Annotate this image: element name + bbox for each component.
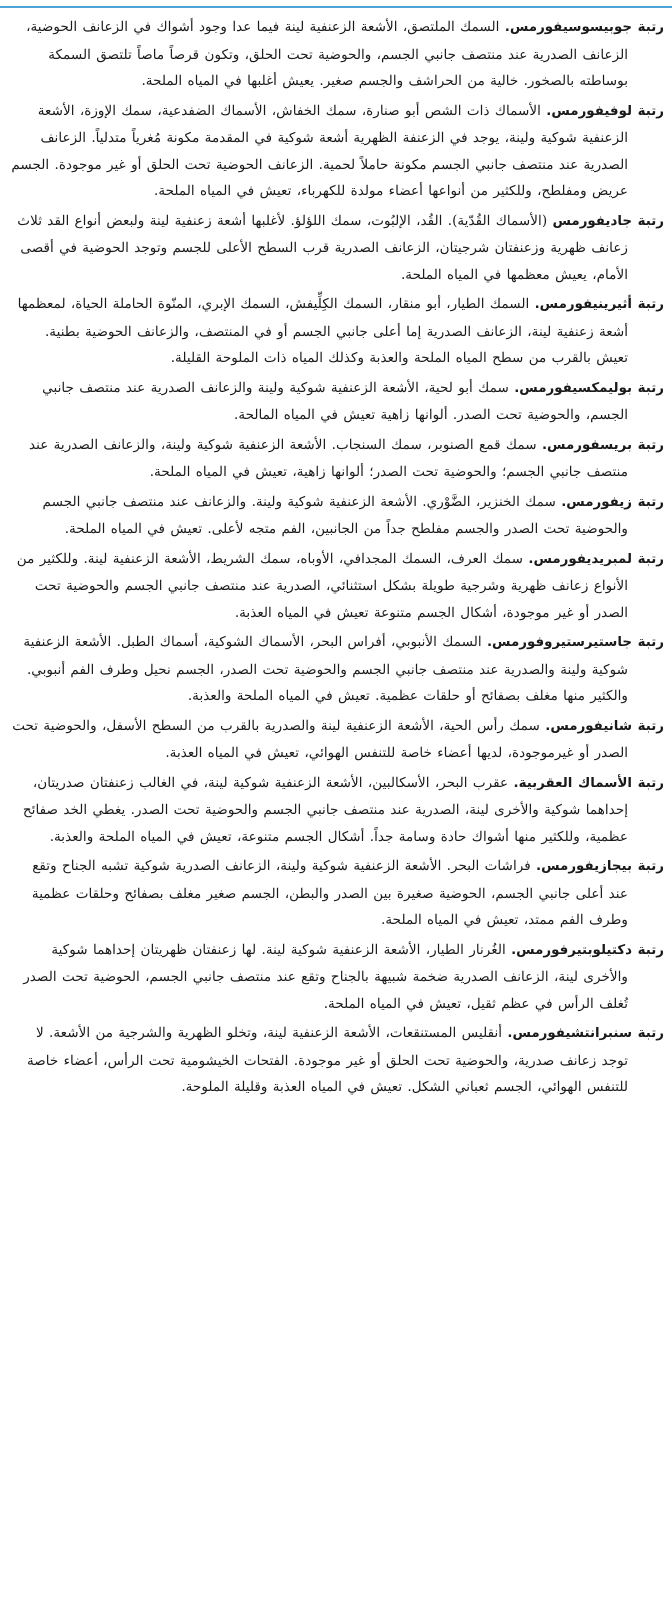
entry-heading: رتبة بريسفورمس. (541, 437, 664, 453)
entry-dactylopteriformes (8, 937, 664, 1018)
entry-body: أنقليس المستنقعات، الأشعة الزعنفية لينة، وتخلو الظهرية والشرجية من الأشعة. لا توجد زعانف صدرية، والحوضية تحت الحلق أو غير موجودة. الفتحات الخيشومية تحت الرأس، أعضاء خاصة للتنفس الهوائي، الجسم ثعباني الشكل. تعيش في المياه العذبة وقليلة الملوحة. (26, 1025, 628, 1095)
entry-body: سمك رأس الحية، الأشعة الزعنفية لينة والصدرية بالقرب من السطح الأسفل، والحوضية تحت الصدر أو غيرموجودة، لديها أعضاء خاصة للتنفس الهوائي، تعيش في المياه العذبة. (12, 717, 628, 761)
entry-zeiformes (8, 489, 664, 543)
entry-body: الغُرنار الطيار، الأشعة الزعنفية شوكية لينة. لها زعنفتان ظهريتان إحداهما شوكية والأخرى لينة، الزعانف الصدرية ضخمة شبيهة بالجناح وتقع عند منتصف جانبي الجسم، الحوضية تحت الصدر تُغلف الرأس في عظم ثقيل، تعيش في المياه الملحة. (23, 941, 628, 1012)
entry-body: سمك العرف، السمك المجدافي، الأوباه، سمك الشريط، الأشعة الزعنفية لينة. وللكثير من الأنواع زعانف ظهرية وشرجية طويلة بشكل استثنائي، الصدرية عند منتصف جانبي الجسم والحوضية تحت الصدر أو غير موجودة، أشكال الجسم متنوعة تعيش في المياه العذبة. (16, 550, 628, 621)
entry-body: فراشات البحر. الأشعة الزعنفية شوكية ولينة، الزعانف الصدرية شوكية تشبه الجناح وتقع عند أعلى جانبي الجسم، الحوضية صغيرة بين الصدر والبطن، الجسم صغير مغلف بصفائح وحلقات عظمية وطرف الفم ممتد، تعيش في المياه الملحة. (31, 858, 628, 928)
entry-gobiesociformes (8, 14, 664, 95)
entry-scorpaeniformes (8, 770, 664, 851)
entry-heading: رتبة زيفورمس. (561, 494, 664, 510)
entry-heading: رتبة دكتيلوبتيرفورمس. (511, 942, 664, 958)
entry-body: سمك أبو لحية، الأشعة الزعنفية شوكية ولينة والزعانف الصدرية عند منتصف جانبي الجسم، والحوضية تحت الصدر. ألوانها زاهية تعيش في المياه المالحة. (42, 379, 628, 423)
entry-heading: رتبة لمبريديفورمس. (528, 551, 664, 567)
entry-heading: رتبة جاديفورمس (552, 213, 664, 229)
entry-heading: رتبة جاستيرستيروفورمس. (486, 635, 664, 650)
entry-beryciformes (8, 432, 664, 486)
top-rule (0, 6, 672, 8)
entry-heading: رتبة بوليمكسيفورمس. (514, 380, 664, 396)
entry-body: السمك الملتصق، الأشعة الزعنفية لينة فيما عدا وجود أشواك في الزعانف الحوضية، الزعانف الصدرية عند منتصف جانبي الجسم، والحوضية تحت الحلق، وتكون قرصاً ماصاً تلتصق السمكة بوساطته بالصخور. خالية من الحراشف والجسم صغير. يعيش أغلبها في المياه الملحة. (26, 19, 628, 89)
document-page (8, 14, 664, 1104)
entry-channiformes (8, 713, 664, 767)
entry-heading: رتبة لوفيفورمس. (546, 103, 664, 119)
entry-heading: رتبة الأسماك العقربية. (513, 775, 664, 791)
entry-body: السمك الطيار، أبو منقار، السمك الكِلِّيفش، السمك الإبري، المنّوة الحاملة الحياة، لمعظمها أشعة زعنفية لينة، الزعانف الصدرية إما أعلى جانبي الجسم أو في المنتصف، والزعانف الحوضية بطنية. تعيش بالقرب من سطح المياه الملحة والعذبة وكذلك المياه ذات الملوحة القليلة. (17, 296, 628, 366)
entry-heading: رتبة جوبيسوسيفورمس. (504, 20, 664, 35)
entry-body: عقرب البحر، الأسكالبين، الأشعة الزعنفية شوكية لينة، في الغالب زعنفتان صدريتان، إحداهما شوكية والأخرى لينة، الصدرية عند منتصف جانبي الجسم والحوضية تحت الصدر. يغطي الخد صفائح عظمية، وللكثير منها أشواك حادة وسامة جداً. أشكال الجسم متنوعة، تعيش في المياه الملحة والعذبة. (22, 774, 628, 845)
entry-gadiformes (8, 208, 664, 289)
entry-heading: رتبة بيجازيفورمس. (536, 859, 664, 874)
entry-gasterosteiformes (8, 629, 664, 710)
entry-lophiiformes (8, 98, 664, 205)
entry-atheriniformes (8, 291, 664, 372)
entry-synbranchiformes (8, 1020, 664, 1101)
entry-body: سمك قمع الصنوبر، سمك السنجاب. الأشعة الزعنفية شوكية ولينة، والزعانف الصدرية عند منتصف جانبي الجسم؛ والحوضية تحت الصدر؛ ألوانها زاهية، تعيش في المياه الملحة. (28, 436, 628, 480)
entry-body: (الأسماك القُدّية). القُد، الإلبُوت، سمك اللؤلؤ. لأغلبها أشعة زعنفية لينة ولبعض أنواع القد ثلاث زعانف ظهرية وزعنفتان شرجيتان، الزعانف الصدرية قرب السطح الأعلى للجسم وتوجد الحوضية في أقصى الأمام، يعيش معظمها في المياه الملحة. (17, 212, 628, 283)
entry-body: سمك الخنزير، الضَّوْري. الأشعة الزعنفية شوكية ولينة. والزعانف عند منتصف جانبي الجسم والحوضية تحت الصدر والجسم مفلطح جداً من الجانبين، الفم متجه لأعلى. تعيش في المياه الملحة. (42, 493, 628, 537)
entry-polymixiiformes (8, 375, 664, 429)
entry-heading: رتبة شانيفورمس. (545, 718, 664, 734)
entry-body: السمك الأنبوبي، أفراس البحر، الأسماك الشوكية، أسماك الطبل. الأشعة الزعنفية شوكية ولينة والصدرية عند منتصف جانبي الجسم والحوضية تحت الصدر، الجسم نحيل وطرف الفم أنبوبي. والكثير منها مغلف بصفائح أو حلقات عظمية. تعيش في المياه الملحة والعذبة. (23, 634, 628, 704)
entry-lampridiformes (8, 546, 664, 627)
entry-body: الأسماك ذات الشص أبو صنارة، سمك الخفاش، الأسماك الضفدعية، سمك الإوزة، الأشعة الزعنفية شوكية ولينة، يوجد في الزعنفة الظهرية أشعة شوكية في المقدمة مكونة مُغرياً متدلياً. الزعانف الصدرية عند منتصف جانبي الجسم مكونة حاملاً لحمية. الزعانف الحوضية تحت الحلق أو غير موجودة. الجسم عريض ومفلطح، وللكثير من أنواعها أعضاء مولدة للكهرباء، تعيش في المياه الملحة. (11, 102, 628, 199)
entry-heading: رتبة سنبرانتشيفورمس. (507, 1026, 664, 1041)
entry-pegasiformes (8, 853, 664, 934)
entry-heading: رتبة أثيرينيفورمس. (534, 297, 664, 312)
